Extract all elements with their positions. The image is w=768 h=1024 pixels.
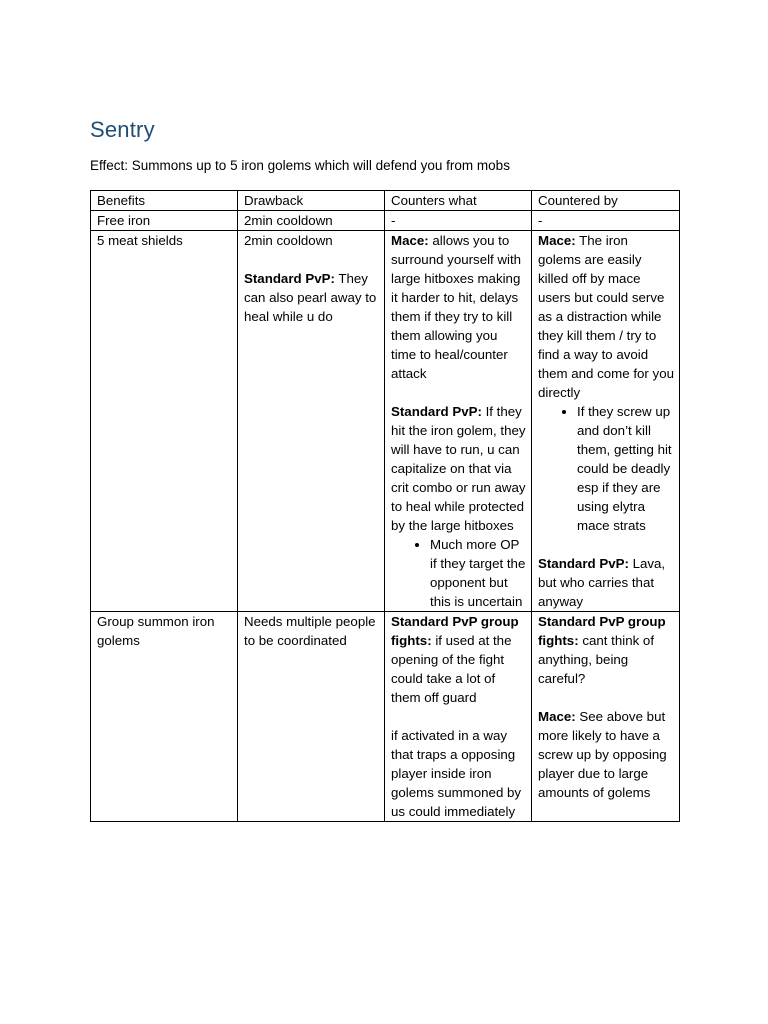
list-item: • Much more OP if they target the opponent but this is uncertain	[430, 535, 526, 611]
bullet-list	[391, 535, 526, 611]
countered-group	[538, 612, 674, 688]
cell-countered-by	[532, 612, 680, 822]
header-benefits: Benefits	[91, 191, 238, 211]
pvp-text: If they hit the iron golem, they will have to run, u can capitalize on that via crit combo or run away to heal while protected by the large hitboxes	[391, 404, 526, 533]
cell-counters: -	[385, 211, 532, 231]
pvp-label: Standard PvP:	[244, 271, 335, 286]
group-label: Standard PvP group fights:	[538, 614, 666, 648]
cell-counters	[385, 612, 532, 822]
bullet-list	[538, 402, 674, 535]
cell-countered-by	[532, 231, 680, 612]
header-countered-by: Countered by	[532, 191, 680, 211]
group-text: if used at the opening of the fight could take a lot of them off guard	[391, 633, 512, 705]
list-item: • If they screw up and don’t kill them, getting hit could be deadly esp if they are using elytra mace strats	[577, 402, 674, 535]
cell-benefit: Group summon iron golems	[91, 612, 238, 822]
page-title: Sentry	[90, 117, 155, 142]
mace-label: Mace:	[538, 709, 576, 724]
countered-mace	[538, 707, 674, 802]
countered-mace	[538, 231, 674, 402]
group-text: cant think of anything, being careful?	[538, 633, 655, 686]
mace-label: Mace:	[538, 233, 576, 248]
mace-text: See above but more likely to have a screw up by opposing player due to large amounts of golems	[538, 709, 667, 800]
counters-trap: if activated in a way that traps a opposing player inside iron golems summoned by us could immediately	[391, 728, 522, 819]
mace-text: The iron golems are easily killed off by mace users but could serve as a distraction while they kill them / try to find a way to avoid them and come for you directly	[538, 233, 674, 400]
group-label: Standard PvP group fights:	[391, 614, 519, 648]
header-counters-what: Counters what	[385, 191, 532, 211]
mace-text: allows you to surround yourself with large hitboxes making it harder to hit, delays them if they try to kill them allowing you time to heal/counter attack	[391, 233, 522, 381]
table-row	[91, 231, 680, 612]
cell-countered-by: -	[532, 211, 680, 231]
header-drawback: Drawback	[238, 191, 385, 211]
table-row	[91, 211, 680, 231]
pvp-text: They can also pearl away to heal while u do	[244, 271, 377, 324]
pvp-label: Standard PvP:	[538, 556, 629, 571]
counters-pvp	[391, 402, 526, 535]
comparison-table	[90, 190, 680, 822]
table-row	[91, 612, 680, 822]
table-header-row	[91, 191, 680, 211]
counters-group	[391, 612, 526, 707]
drawback-line: 2min cooldown	[244, 233, 333, 248]
cell-drawback	[238, 231, 385, 612]
mace-label: Mace:	[391, 233, 429, 248]
pvp-text: Lava, but who carries that anyway	[538, 556, 666, 609]
pvp-label: Standard PvP:	[391, 404, 482, 419]
cell-benefit: Free iron	[91, 211, 238, 231]
counters-mace	[391, 231, 526, 383]
cell-benefit: 5 meat shields	[91, 231, 238, 612]
countered-pvp	[538, 554, 674, 611]
cell-drawback: Needs multiple people to be coordinated	[238, 612, 385, 822]
cell-drawback: 2min cooldown	[238, 211, 385, 231]
effect-description: Effect: Summons up to 5 iron golems which will defend you from mobs	[90, 158, 510, 173]
drawback-pvp	[244, 269, 379, 326]
cell-counters	[385, 231, 532, 612]
